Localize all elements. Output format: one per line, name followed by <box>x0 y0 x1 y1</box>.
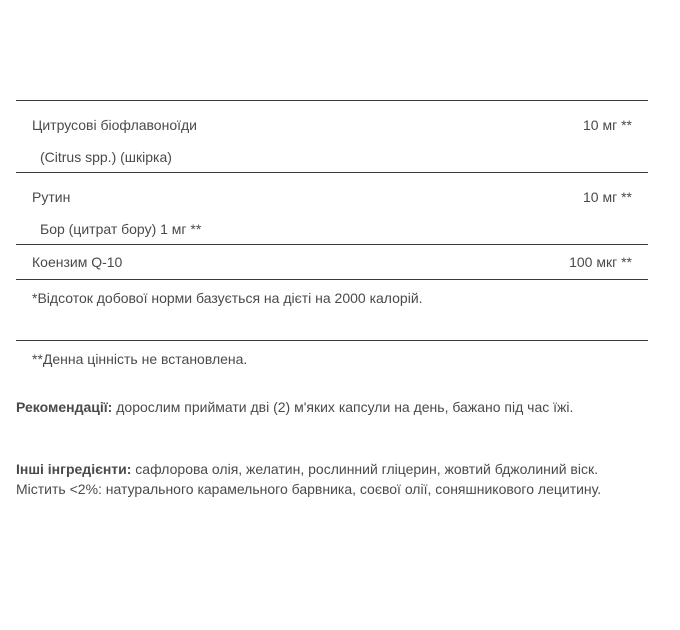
footnote-row <box>16 341 648 375</box>
recommendations-label: Рекомендації: <box>16 399 113 415</box>
ingredient-amount: 10 мг ** <box>583 189 632 205</box>
supplement-facts-table <box>16 100 648 375</box>
ingredient-name: Рутин <box>32 189 71 205</box>
table-row <box>16 101 648 173</box>
recommendations-paragraph <box>16 397 648 417</box>
not-established-footnote: **Денна цінність не встановлена. <box>32 351 248 367</box>
other-ingredients-text: сафлорова олія, желатин, рослинний гліцерин, жовтий бджолиний віск. Містить <2%: натурального карамельного барвника, соєвої олії, соняшникового лецитину. <box>16 461 602 497</box>
daily-value-footnote: *Відсоток добової норми базується на дієті на 2000 калорій. <box>32 290 423 306</box>
ingredient-amount: 100 мкг ** <box>569 254 632 270</box>
other-ingredients-paragraph <box>16 459 648 499</box>
ingredient-name: Цитрусові біофлавоноїди <box>32 117 197 133</box>
table-row <box>16 173 648 245</box>
ingredient-name: Коензим Q-10 <box>32 254 123 270</box>
table-row <box>16 245 648 280</box>
ingredient-amount: 10 мг ** <box>583 117 632 133</box>
ingredient-source: (Citrus spp.) (шкірка) <box>40 149 172 165</box>
other-ingredients-label: Інші інгредієнти: <box>16 461 132 477</box>
ingredient-sub-item: Бор (цитрат бору) 1 мг ** <box>40 221 202 237</box>
footnote-row <box>16 280 648 341</box>
recommendations-text: дорослим приймати дві (2) м'яких капсули на день, бажано під час їжі. <box>112 399 574 415</box>
